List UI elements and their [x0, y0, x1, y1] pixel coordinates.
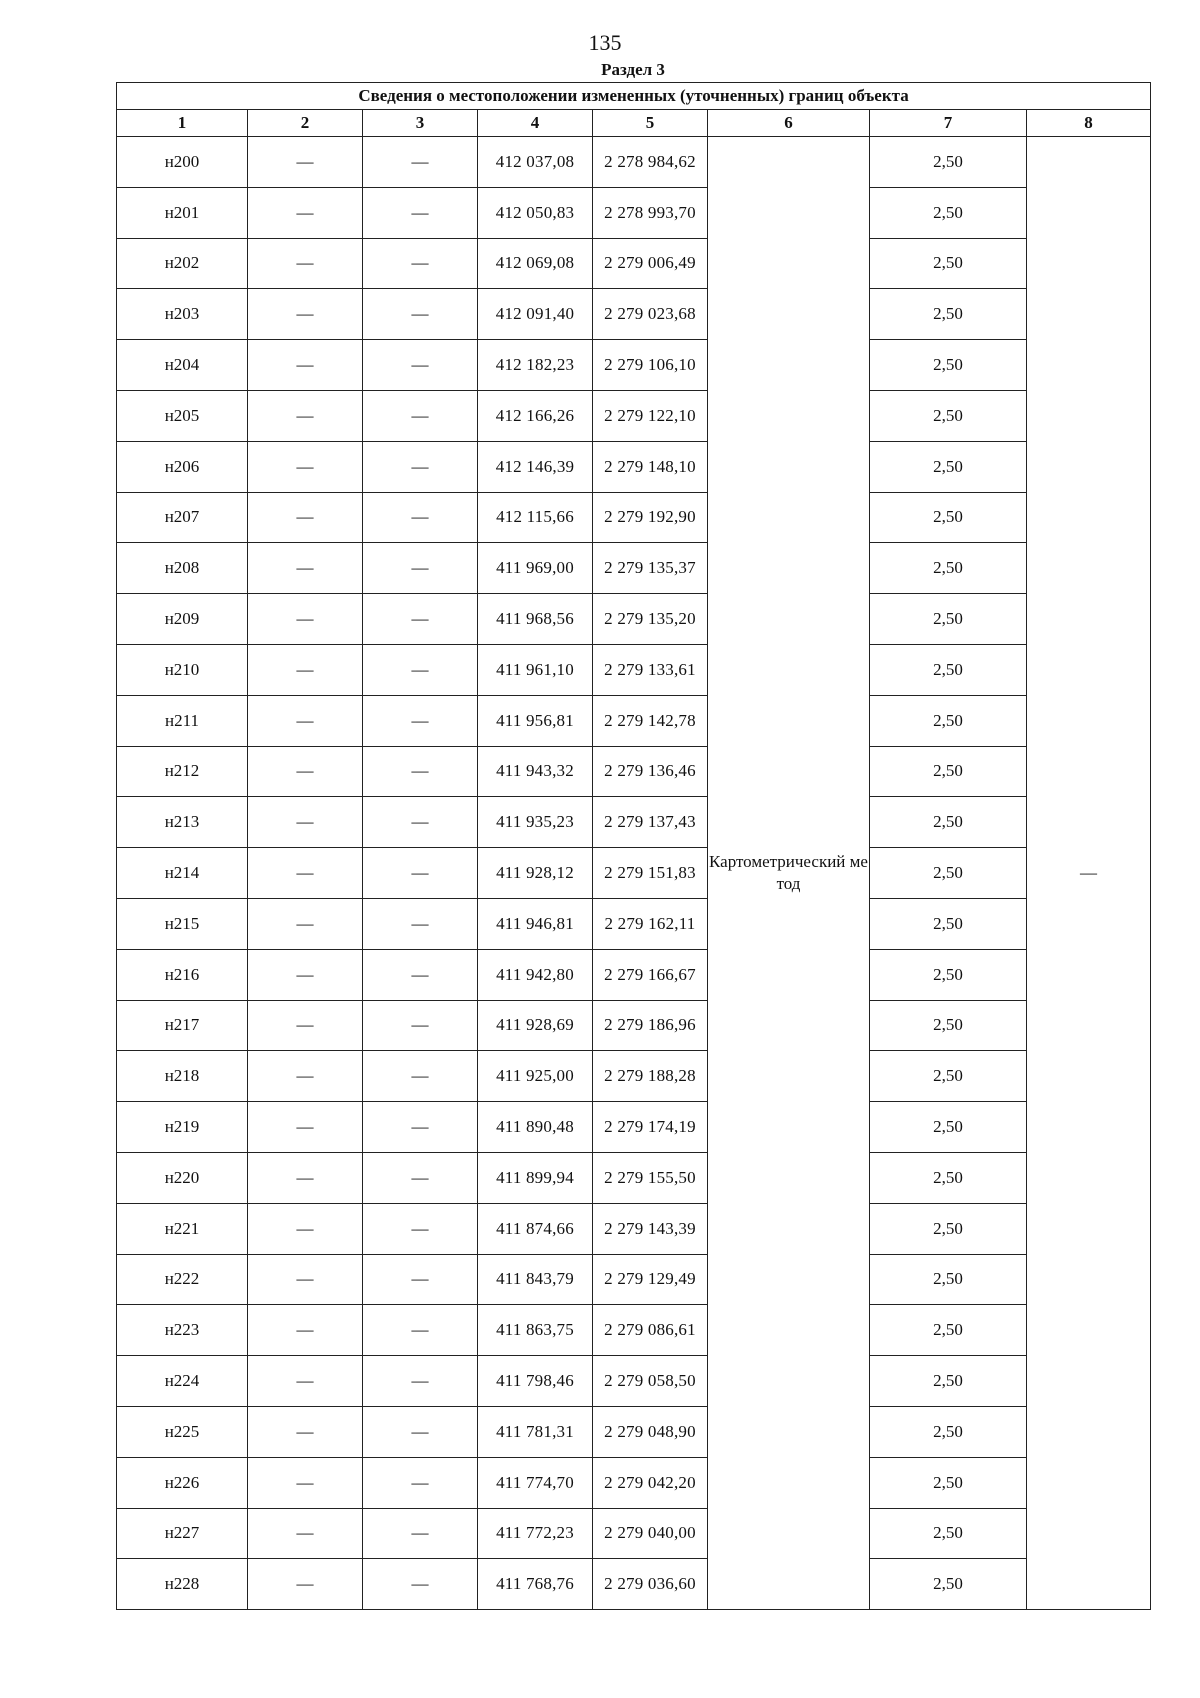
point-name-cell: н212 — [117, 746, 248, 797]
accuracy-cell: 2,50 — [870, 644, 1027, 695]
column-2-cell: — — [248, 187, 363, 238]
y-coordinate-cell: 2 279 006,49 — [593, 238, 708, 289]
column-3-cell: — — [363, 340, 478, 391]
point-name-cell: н205 — [117, 390, 248, 441]
accuracy-cell: 2,50 — [870, 289, 1027, 340]
column-3-cell: — — [363, 1457, 478, 1508]
column-3-cell: — — [363, 137, 478, 188]
point-name-cell: н207 — [117, 492, 248, 543]
table-caption: Сведения о местоположении измененных (уточненных) границ объекта — [117, 83, 1151, 110]
point-name-cell: н208 — [117, 543, 248, 594]
table-row — [117, 187, 1151, 238]
accuracy-cell: 2,50 — [870, 1102, 1027, 1153]
column-3-cell: — — [363, 848, 478, 899]
column-3-cell: — — [363, 187, 478, 238]
column-3-cell: — — [363, 949, 478, 1000]
column-3-cell: — — [363, 1254, 478, 1305]
column-3-cell: — — [363, 289, 478, 340]
accuracy-cell: 2,50 — [870, 238, 1027, 289]
column-2-cell: — — [248, 340, 363, 391]
table-row — [117, 1457, 1151, 1508]
column-2-cell: — — [248, 644, 363, 695]
column-2-cell: — — [248, 492, 363, 543]
x-coordinate-cell: 411 968,56 — [478, 594, 593, 645]
column-3-cell: — — [363, 1356, 478, 1407]
y-coordinate-cell: 2 279 166,67 — [593, 949, 708, 1000]
x-coordinate-cell: 412 069,08 — [478, 238, 593, 289]
column-3-cell: — — [363, 797, 478, 848]
y-coordinate-cell: 2 279 106,10 — [593, 340, 708, 391]
point-name-cell: н215 — [117, 898, 248, 949]
column-3-cell: — — [363, 1406, 478, 1457]
point-name-cell: н210 — [117, 644, 248, 695]
accuracy-cell: 2,50 — [870, 1457, 1027, 1508]
y-coordinate-cell: 2 279 042,20 — [593, 1457, 708, 1508]
x-coordinate-cell: 412 037,08 — [478, 137, 593, 188]
table-row — [117, 441, 1151, 492]
point-name-cell: н206 — [117, 441, 248, 492]
point-name-cell: н225 — [117, 1406, 248, 1457]
y-coordinate-cell: 2 279 122,10 — [593, 390, 708, 441]
column-header-8: 8 — [1027, 110, 1151, 137]
column-3-cell: — — [363, 1508, 478, 1559]
point-name-cell: н209 — [117, 594, 248, 645]
y-coordinate-cell: 2 279 036,60 — [593, 1559, 708, 1610]
accuracy-cell: 2,50 — [870, 1356, 1027, 1407]
accuracy-cell: 2,50 — [870, 1559, 1027, 1610]
x-coordinate-cell: 412 091,40 — [478, 289, 593, 340]
x-coordinate-cell: 411 946,81 — [478, 898, 593, 949]
column-3-cell: — — [363, 1305, 478, 1356]
y-coordinate-cell: 2 279 135,37 — [593, 543, 708, 594]
x-coordinate-cell: 411 781,31 — [478, 1406, 593, 1457]
table-row — [117, 1102, 1151, 1153]
column-2-cell: — — [248, 1559, 363, 1610]
column-3-cell: — — [363, 1152, 478, 1203]
point-name-cell: н213 — [117, 797, 248, 848]
column-2-cell: — — [248, 1457, 363, 1508]
column-header-2: 2 — [248, 110, 363, 137]
accuracy-cell: 2,50 — [870, 441, 1027, 492]
column-header-3: 3 — [363, 110, 478, 137]
table-row — [117, 797, 1151, 848]
table-row — [117, 949, 1151, 1000]
point-name-cell: н228 — [117, 1559, 248, 1610]
y-coordinate-cell: 2 278 993,70 — [593, 187, 708, 238]
x-coordinate-cell: 411 768,76 — [478, 1559, 593, 1610]
table-row — [117, 695, 1151, 746]
y-coordinate-cell: 2 279 023,68 — [593, 289, 708, 340]
point-name-cell: н221 — [117, 1203, 248, 1254]
table-row — [117, 1356, 1151, 1407]
column-3-cell: — — [363, 1000, 478, 1051]
x-coordinate-cell: 411 874,66 — [478, 1203, 593, 1254]
x-coordinate-cell: 411 925,00 — [478, 1051, 593, 1102]
accuracy-cell: 2,50 — [870, 949, 1027, 1000]
point-name-cell: н218 — [117, 1051, 248, 1102]
table-row — [117, 543, 1151, 594]
x-coordinate-cell: 411 890,48 — [478, 1102, 593, 1153]
y-coordinate-cell: 2 279 142,78 — [593, 695, 708, 746]
column-2-cell: — — [248, 797, 363, 848]
accuracy-cell: 2,50 — [870, 1305, 1027, 1356]
page-number: 135 — [588, 30, 622, 55]
column-2-cell: — — [248, 137, 363, 188]
accuracy-cell: 2,50 — [870, 137, 1027, 188]
column-2-cell: — — [248, 289, 363, 340]
point-name-cell: н224 — [117, 1356, 248, 1407]
column-3-cell: — — [363, 390, 478, 441]
x-coordinate-cell: 411 942,80 — [478, 949, 593, 1000]
column-3-cell: — — [363, 238, 478, 289]
accuracy-cell: 2,50 — [870, 848, 1027, 899]
determination-method-cell: Картометрический метод — [708, 137, 870, 1610]
column-header-6: 6 — [708, 110, 870, 137]
table-row — [117, 238, 1151, 289]
table-row — [117, 137, 1151, 188]
column-2-cell: — — [248, 746, 363, 797]
point-name-cell: н203 — [117, 289, 248, 340]
table-row — [117, 1203, 1151, 1254]
x-coordinate-cell: 411 928,69 — [478, 1000, 593, 1051]
x-coordinate-cell: 412 182,23 — [478, 340, 593, 391]
table-row — [117, 390, 1151, 441]
table-row — [117, 1508, 1151, 1559]
table-row — [117, 492, 1151, 543]
y-coordinate-cell: 2 279 058,50 — [593, 1356, 708, 1407]
x-coordinate-cell: 411 935,23 — [478, 797, 593, 848]
table-row — [117, 1051, 1151, 1102]
y-coordinate-cell: 2 279 192,90 — [593, 492, 708, 543]
accuracy-cell: 2,50 — [870, 695, 1027, 746]
point-name-cell: н201 — [117, 187, 248, 238]
accuracy-cell: 2,50 — [870, 187, 1027, 238]
point-name-cell: н200 — [117, 137, 248, 188]
accuracy-cell: 2,50 — [870, 1508, 1027, 1559]
accuracy-cell: 2,50 — [870, 1000, 1027, 1051]
y-coordinate-cell: 2 279 133,61 — [593, 644, 708, 695]
x-coordinate-cell: 411 961,10 — [478, 644, 593, 695]
y-coordinate-cell: 2 279 143,39 — [593, 1203, 708, 1254]
table-row — [117, 746, 1151, 797]
column-3-cell: — — [363, 441, 478, 492]
column-2-cell: — — [248, 1305, 363, 1356]
table-row — [117, 1406, 1151, 1457]
column-3-cell: — — [363, 695, 478, 746]
table-row — [117, 644, 1151, 695]
column-header-5: 5 — [593, 110, 708, 137]
column-2-cell: — — [248, 695, 363, 746]
column-3-cell: — — [363, 1102, 478, 1153]
x-coordinate-cell: 411 843,79 — [478, 1254, 593, 1305]
y-coordinate-cell: 2 279 040,00 — [593, 1508, 708, 1559]
x-coordinate-cell: 412 146,39 — [478, 441, 593, 492]
column-3-cell: — — [363, 746, 478, 797]
column-2-cell: — — [248, 1356, 363, 1407]
y-coordinate-cell: 2 279 136,46 — [593, 746, 708, 797]
accuracy-cell: 2,50 — [870, 340, 1027, 391]
column-2-cell: — — [248, 1152, 363, 1203]
x-coordinate-cell: 411 956,81 — [478, 695, 593, 746]
x-coordinate-cell: 411 772,23 — [478, 1508, 593, 1559]
x-coordinate-cell: 412 115,66 — [478, 492, 593, 543]
column-2-cell: — — [248, 898, 363, 949]
x-coordinate-cell: 411 928,12 — [478, 848, 593, 899]
accuracy-cell: 2,50 — [870, 898, 1027, 949]
table-row — [117, 594, 1151, 645]
column-2-cell: — — [248, 543, 363, 594]
y-coordinate-cell: 2 279 186,96 — [593, 1000, 708, 1051]
column-header-1: 1 — [117, 110, 248, 137]
column-3-cell: — — [363, 1559, 478, 1610]
column-3-cell: — — [363, 1051, 478, 1102]
x-coordinate-cell: 411 969,00 — [478, 543, 593, 594]
accuracy-cell: 2,50 — [870, 1254, 1027, 1305]
point-name-cell: н204 — [117, 340, 248, 391]
y-coordinate-cell: 2 279 151,83 — [593, 848, 708, 899]
column-2-cell: — — [248, 848, 363, 899]
column-3-cell: — — [363, 644, 478, 695]
point-name-cell: н220 — [117, 1152, 248, 1203]
y-coordinate-cell: 2 279 129,49 — [593, 1254, 708, 1305]
point-name-cell: н214 — [117, 848, 248, 899]
point-name-cell: н227 — [117, 1508, 248, 1559]
x-coordinate-cell: 411 774,70 — [478, 1457, 593, 1508]
accuracy-cell: 2,50 — [870, 1406, 1027, 1457]
x-coordinate-cell: 411 899,94 — [478, 1152, 593, 1203]
table-row — [117, 340, 1151, 391]
column-2-cell: — — [248, 1508, 363, 1559]
point-name-cell: н222 — [117, 1254, 248, 1305]
accuracy-cell: 2,50 — [870, 1203, 1027, 1254]
column-header-7: 7 — [870, 110, 1027, 137]
y-coordinate-cell: 2 278 984,62 — [593, 137, 708, 188]
column-2-cell: — — [248, 1000, 363, 1051]
column-2-cell: — — [248, 238, 363, 289]
table-row — [117, 1305, 1151, 1356]
y-coordinate-cell: 2 279 155,50 — [593, 1152, 708, 1203]
column-2-cell: — — [248, 1203, 363, 1254]
y-coordinate-cell: 2 279 174,19 — [593, 1102, 708, 1153]
accuracy-cell: 2,50 — [870, 746, 1027, 797]
table-row — [117, 289, 1151, 340]
point-name-cell: н217 — [117, 1000, 248, 1051]
column-8-cell: — — [1027, 137, 1151, 1610]
accuracy-cell: 2,50 — [870, 594, 1027, 645]
column-2-cell: — — [248, 1406, 363, 1457]
x-coordinate-cell: 412 166,26 — [478, 390, 593, 441]
column-2-cell: — — [248, 949, 363, 1000]
y-coordinate-cell: 2 279 148,10 — [593, 441, 708, 492]
table-row — [117, 1254, 1151, 1305]
column-3-cell: — — [363, 594, 478, 645]
accuracy-cell: 2,50 — [870, 1152, 1027, 1203]
y-coordinate-cell: 2 279 135,20 — [593, 594, 708, 645]
table-row — [117, 1152, 1151, 1203]
table-row — [117, 848, 1151, 899]
point-name-cell: н211 — [117, 695, 248, 746]
column-header-4: 4 — [478, 110, 593, 137]
x-coordinate-cell: 411 943,32 — [478, 746, 593, 797]
column-2-cell: — — [248, 441, 363, 492]
point-name-cell: н216 — [117, 949, 248, 1000]
x-coordinate-cell: 411 863,75 — [478, 1305, 593, 1356]
column-2-cell: — — [248, 1102, 363, 1153]
x-coordinate-cell: 411 798,46 — [478, 1356, 593, 1407]
point-name-cell: н219 — [117, 1102, 248, 1153]
y-coordinate-cell: 2 279 137,43 — [593, 797, 708, 848]
y-coordinate-cell: 2 279 048,90 — [593, 1406, 708, 1457]
table-row — [117, 1000, 1151, 1051]
table-row — [117, 1559, 1151, 1610]
table-body — [117, 137, 1151, 1610]
boundary-coordinates-table — [116, 82, 1151, 1610]
accuracy-cell: 2,50 — [870, 1051, 1027, 1102]
column-3-cell: — — [363, 898, 478, 949]
accuracy-cell: 2,50 — [870, 390, 1027, 441]
column-2-cell: — — [248, 390, 363, 441]
section-title: Раздел 3 — [601, 60, 665, 79]
column-3-cell: — — [363, 492, 478, 543]
point-name-cell: н202 — [117, 238, 248, 289]
point-name-cell: н226 — [117, 1457, 248, 1508]
y-coordinate-cell: 2 279 086,61 — [593, 1305, 708, 1356]
column-3-cell: — — [363, 543, 478, 594]
y-coordinate-cell: 2 279 162,11 — [593, 898, 708, 949]
x-coordinate-cell: 412 050,83 — [478, 187, 593, 238]
point-name-cell: н223 — [117, 1305, 248, 1356]
accuracy-cell: 2,50 — [870, 797, 1027, 848]
y-coordinate-cell: 2 279 188,28 — [593, 1051, 708, 1102]
table-row — [117, 898, 1151, 949]
column-2-cell: — — [248, 594, 363, 645]
column-3-cell: — — [363, 1203, 478, 1254]
column-2-cell: — — [248, 1254, 363, 1305]
column-2-cell: — — [248, 1051, 363, 1102]
accuracy-cell: 2,50 — [870, 492, 1027, 543]
accuracy-cell: 2,50 — [870, 543, 1027, 594]
